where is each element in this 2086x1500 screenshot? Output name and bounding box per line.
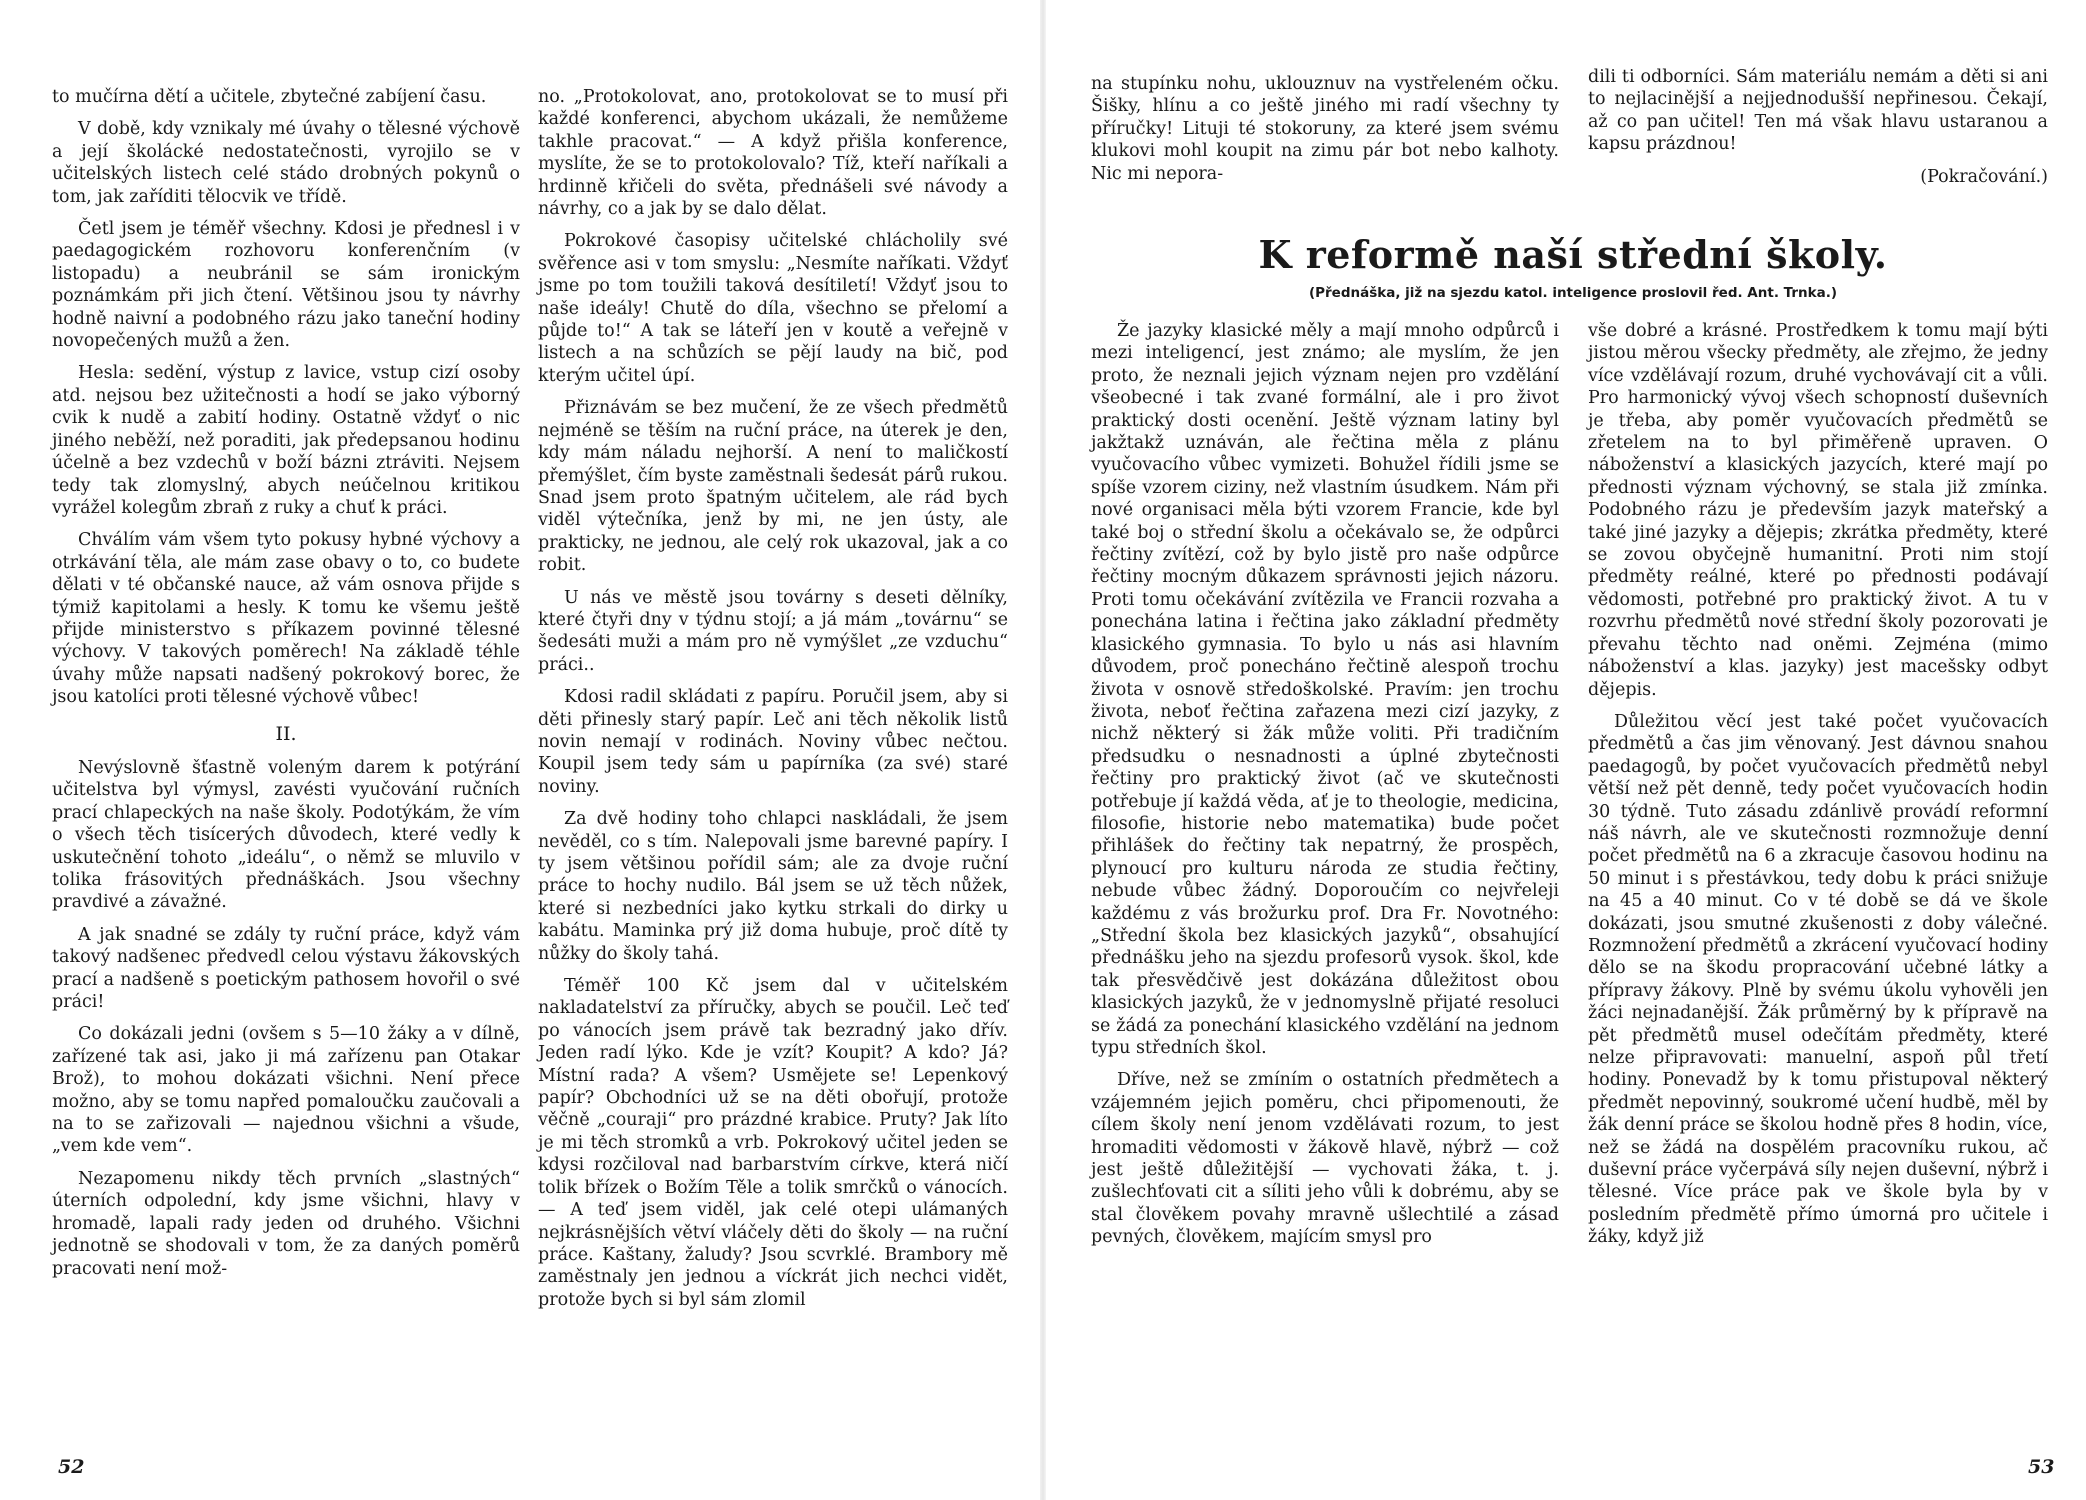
paragraph: Hesla: sedění, výstup z lavice, vstup cizí osoby atd. nejsou bez užitečnosti a hodí se jako výborný cvik k nudě a zabití hodiny. Ostatně vždyť o nic jiného neběží, než poraditi, jak předepsanou hodinu účelně a bez vzdechů v boží bázni ztráviti. Nejsem tedy tak zlomyslný, abych neúčelnou kritikou vyrážel kolegům zbraň z ruky a chuť k práci. (52, 363, 520, 518)
paragraph: Dříve, než se zmíním o ostatních předmětech a vzájemném jejich poměru, chci připomenouti, že cílem školy není jenom vzdělávati rozum, to jest hromaditi vědomosti v žákově hlavě, nýbrž — což jest ještě důležitější — vychovati žáka, t. j. zušlechťovati cit a síliti jeho vůli k dobrému, aby se stal člověkem povahy mravně ušlechtilé a zásad pevných, člověkem, majícím smysl pro (1091, 1070, 1559, 1248)
paragraph: Četl jsem je téměř všechny. Kdosi je přednesl i v paedagogickém rozhovoru konferenčním (v listopadu) a neubránil se sám ironickým poznámkám při jich čtení. Většinou jsou ty návrhy hodně naivní a podobného rázu jako taneční hodiny novopečených mužů a žen. (52, 219, 520, 352)
right-page-column-1-top (1091, 73, 1559, 195)
paragraph: Pokrokové časopisy učitelské chlácholily své svěřence asi v tom smyslu: „Nesmíte naříkati. Vždyť jsme po tom toužili taková desítiletí! Vždyť jsou to naše ideály! Chutě do díla, všechno se přelomí a půjde to!“ A tak se láteří jen v koutě a veřejně v listech a na schůzích se pějí laudy na bič, pod kterým učitel úpí. (538, 231, 1008, 386)
paragraph: dili ti odborníci. Sám materiálu nemám a děti si ani to nejlacinější a nejjednodušší nepřinesou. Čekají, až co pan učitel! Ten má však hlavu ustaranou a kapsu prázdnou! (1588, 67, 2048, 155)
right-page-column-2 (1588, 320, 2048, 1259)
right-page (1043, 0, 2086, 1500)
paragraph: Co dokázali jedni (ovšem s 5—10 žáky a v dílně, zařízené tak asi, jako ji má zařízenu pan Otakar Brož), to mohou dokázati všichni. Není přece možno, aby se tomu napřed pomaloučku zaučovali a na to se zařizovali — najednou všichni a všude, „vem kde vem“. (52, 1024, 520, 1157)
paragraph: to mučírna dětí a učitele, zbytečné zabíjení času. (52, 87, 487, 107)
paragraph: na stupínku nohu, uklouznuv na vystřeleném očku. Šišky, hlínu a co ještě jiného mi radí všechny ty příručky! Lituji té stokoruny, za které jsem svému klukovi mohl koupit na zimu pár bot nebo kalhoty. Nic mi nepora- (1091, 74, 1559, 184)
right-page-column-1 (1091, 320, 1559, 1259)
paragraph: Nezapomenu nikdy těch prvních „slastných“ úterních odpolední, kdy jsme všichni, hlavy v hromadě, lapali rady jeden od druhého. Všichni jednotně se shodovali v tom, že za daných poměrů pracovati není mož- (52, 1168, 520, 1279)
paragraph: Téměř 100 Kč jsem dal v učitelském nakladatelství za příručky, abych se poučil. Leč teď po vánocích jsem právě tak bezradný jako dřív. Jeden radí lýko. Kde je vzít? Koupit? A kdo? Já? Místní rada? A všem? Usmějete se! Lepenkový papír? Obchodníci už se na děti obořují, protože věčně „couraji“ pro prázdné krabice. Pruty? Jak líto je mi těch stromků a vrb. Pokrokový učitel jeden se kdysi rozčiloval nad barbarstvím církve, která ničí tolik břízek o Božím Těle a tolik smrčků o vánocích. — A teď jsem viděl, jak celé otepi ulámaných nejkrásnějších větví vláčely děti do školy — na ruční práce. Kaštany, žaludy? Jsou scvrklé. Brambory mě zaměstnaly jen jednou a víckrát jich nechci vidět, protože bych si byl sám zlomil (538, 976, 1008, 1310)
left-page-column-2 (538, 86, 1008, 1321)
paragraph: Že jazyky klasické měly a mají mnoho odpůrců i mezi inteligencí, jest známo; ale myslím, že jen proto, že neznali jejich význam nejen pro vzdělání všeobecné i tak zvané formální, ale i pro život praktický dosti ocenění. Ještě význam latiny byl jakžtakž uznáván, ale řečtina měla z plánu vyučovacího vůbec vymizeti. Bohužel řídili jsme se spíše vzorem ciziny, než vlastním úsudkem. Nám při nové organisaci měla býti vzorem Francie, kde byl také boj o střední školu a očekávalo se, že odpůrci řečtiny zvítězí, což by bylo jistě pro naše odpůrce řečtiny mocným důkazem správnosti jejich názoru. Proti tomu očekávání zvítězila ve Francii rozvaha a ponechána latina i řečtina jako základní předměty klasického gymnasia. To bylo u nás asi hlavním důvodem, proč ponecháno řečtině alespoň trochu života v osnově středoškolské. Pravím: jen trochu života, neboť řečtina zařazena mezi cizí jazyky, z nichž některý si žák může voliti. Při tradičním předsudku o nesnadnosti a úplné zbytečnosti řečtiny pro praktický život (ač ve skutečnosti potřebuje jí každá věda, ať je to theologie, medicina, filosofie, historie nebo matematika) bude počet přihlášek do řečtiny tak nepatrný, že prospěch, plynoucí pro kulturu národa ze studia řečtiny, nebude vůbec žádný. Doporoučím co nejvřeleji každému z vás brožurku prof. Dra Fr. Novotného: „Střední škola bez klasických jazyků“, obsahující přednášku jeho na sjezdu profesorů vysok. škol, kde tak přesvědčivě jest dokázána důležitost obou klasických jazyků, že v jednomyslně přijaté resoluci se žádá za ponechání klasického vzdělání na jednom typu středních škol. (1091, 321, 1559, 1058)
paragraph: Kdosi radil skládati z papíru. Poručil jsem, aby si děti přinesly starý papír. Leč ani těch několik listů novin nemají v rodinách. Noviny vůbec nečtou. Koupil jsem tedy sám u papírníka (za své) staré noviny. (538, 687, 1008, 797)
paragraph: no. „Protokolovat, ano, protokolovat se to musí při každé konferenci, abychom ukázali, že nemůžeme takhle pracovat.“ — A když přišla konference, myslíte, že se to protokolovalo? Tíž, kteří naříkali a hrdinně křičeli do světa, přednášeli své návody a návrhy, co a jak by se dalo dělat. (538, 87, 1008, 220)
page-number-right: 53 (2028, 1456, 2055, 1478)
page-number-left: 52 (58, 1456, 85, 1478)
paragraph: V době, kdy vznikaly mé úvahy o tělesné výchově a její školácké nedostatečnosti, vyrojilo se v učitelských listech celé stádo drobných pokynů o tom, jak zaříditi tělocvik ve třídě. (52, 119, 520, 207)
paragraph: Důležitou věcí jest také počet vyučovacích předmětů a čas jim věnovaný. Jest dávnou snahou paedagogů, by počet vyučovacích předmětů nebyl větší než pět denně, tedy počet vyučovacích hodin 30 týdně. Tuto zásadu zdánlivě provádí reformní náš návrh, ale ve skutečnosti rozmnožuje denní počet předmětů na 6 a zkracuje časovou hodinu na 50 minut i s přestávkou, tedy dobu k práci snižuje na 45 a 40 minut. Co v té době se dá ve škole dokázati, jsou smutné zkušenosti z doby válečné. Rozmnožení předmětů a zkrácení vyučovací hodiny dělo se na škodu propracování učebné látky a přípravy žákovy. Plně by svému úkolu vyhověli jen žáci nejnadanější. Žák průměrný by k přípravě na pět předmětů musel odečítám předměty, které nelze připravovati: manuelní, aspoň půl třetí hodiny. Ponevadž by k tomu přistupoval některý předmět nepovinný, soukromé učení hudbě, měl by žák denní práce se školou hodně přes 8 hodin, více, než se žádá na dospělém pracovníku rukou, ač duševní práce vyčerpává síly nejen duševní, nýbrž i tělesné. Více práce pak ve škole byla by v posledním předmětě přímo úmorná pro učitele i žáky, když již (1588, 711, 2048, 1248)
paragraph: Nevýslovně šťastně voleným darem k potýrání učitelstva byl výmysl, zavésti vyučování ručních prací chlapeckých na naše školy. Podotýkám, že vím o všech těch tisícerých důvodech, které vedly k uskutečnění tohoto „ideálu“, o němž se mluvilo v tolika frásovitých přednáškách. Jsou všechny pravdivé a závažné. (52, 757, 520, 913)
left-page-column-1 (52, 86, 520, 1290)
section-numeral: II. (275, 722, 297, 745)
continued-note: (Pokračování.) (1920, 166, 2048, 187)
paragraph: Chválím vám všem tyto pokusy hybné výchovy a otrkávání těla, ale mám zase obavy o to, co budete dělati v té občanské nauce, až vám osnova přijde s týmiž kapitolami a hesly. K tomu ke všemu ještě přijde ministerstvo s příkazem povinné tělesné výchovy. V takových poměrech! Na základě téhle úvahy může napsati nadšený pokrokový borec, že jsou katolíci proti tělesné výchově vůbec! (52, 530, 520, 708)
article-title: K reformě naší střední školy. (1258, 232, 1888, 277)
paragraph: A jak snadné se zdály ty ruční práce, když vám takový nadšenec předvedl celou výstavu žákovských prací a nadšeně s poetickým pathosem hovořil o své práci! (52, 924, 520, 1013)
paragraph: U nás ve městě jsou továrny s deseti dělníky, které čtyři dny v týdnu stojí; a já mám „továrnu“ se šedesáti muži a mám pro ně vymýšlet „ze vzduchu“ práci.. (538, 587, 1008, 675)
paragraph: vše dobré a krásné. Prostředkem k tomu mají býti jistou měrou všecky předměty, ale zřejmo, že jedny více vzdělávají rozum, druhé vychovávají cit a vůli. Pro harmonický vývoj všech schopností duševních je třeba, aby poměr vyučovacích předmětů se zřetelem na to byl přiměřeně upraven. O náboženství a klasických jazycích, které mají po přednosti význam výchovný, se stala již zmínka. Podobného rázu je především jazyk mateřský a také jiné jazyky a dějepis; zkrátka předměty, které se zovou obyčejně humanitní. Proti nim stojí předměty reálné, které po přednosti podávají vědomosti, potřebné pro praktický život. A tu v rozvrhu předmětů nové střední školy pozorovati je převahu těchto nad oněmi. Zejména (mimo náboženství a klas. jazyky) jest macešsky odbyt dějepis. (1588, 321, 2048, 700)
paragraph: Za dvě hodiny toho chlapci naskládali, že jsem nevěděl, co s tím. Nalepovali jsme barevné papíry. I ty jsem většinou pořídil sám; ale za dvoje ruční práce to hochy nudilo. Bál jsem se už těch nůžek, které si nezbedníci jako kytku strkali do dirky u kabátu. Maminka prý již doma hubuje, proč dítě ty nůžky do školy tahá. (538, 809, 1008, 964)
paragraph: Přiznávám se bez mučení, že ze všech předmětů nejméně se těším na ruční práce, na úterek je den, kdy mám náladu nejhorší. A není to maličkostí přemýšlet, čím byste zaměstnali šedesát párů rukou. Snad jsem proto špatným učitelem, ale rád bych viděl výtečníka, jenž by mi, ne jen ústy, ale prakticky, ne jednou, ale celý rok ukazoval, jak a co robit. (538, 398, 1008, 576)
right-page-column-2-top (1588, 66, 2048, 198)
article-subtitle: (Přednáška, již na sjezdu katol. inteligence proslovil řed. Ant. Trnka.) (1308, 285, 1838, 301)
